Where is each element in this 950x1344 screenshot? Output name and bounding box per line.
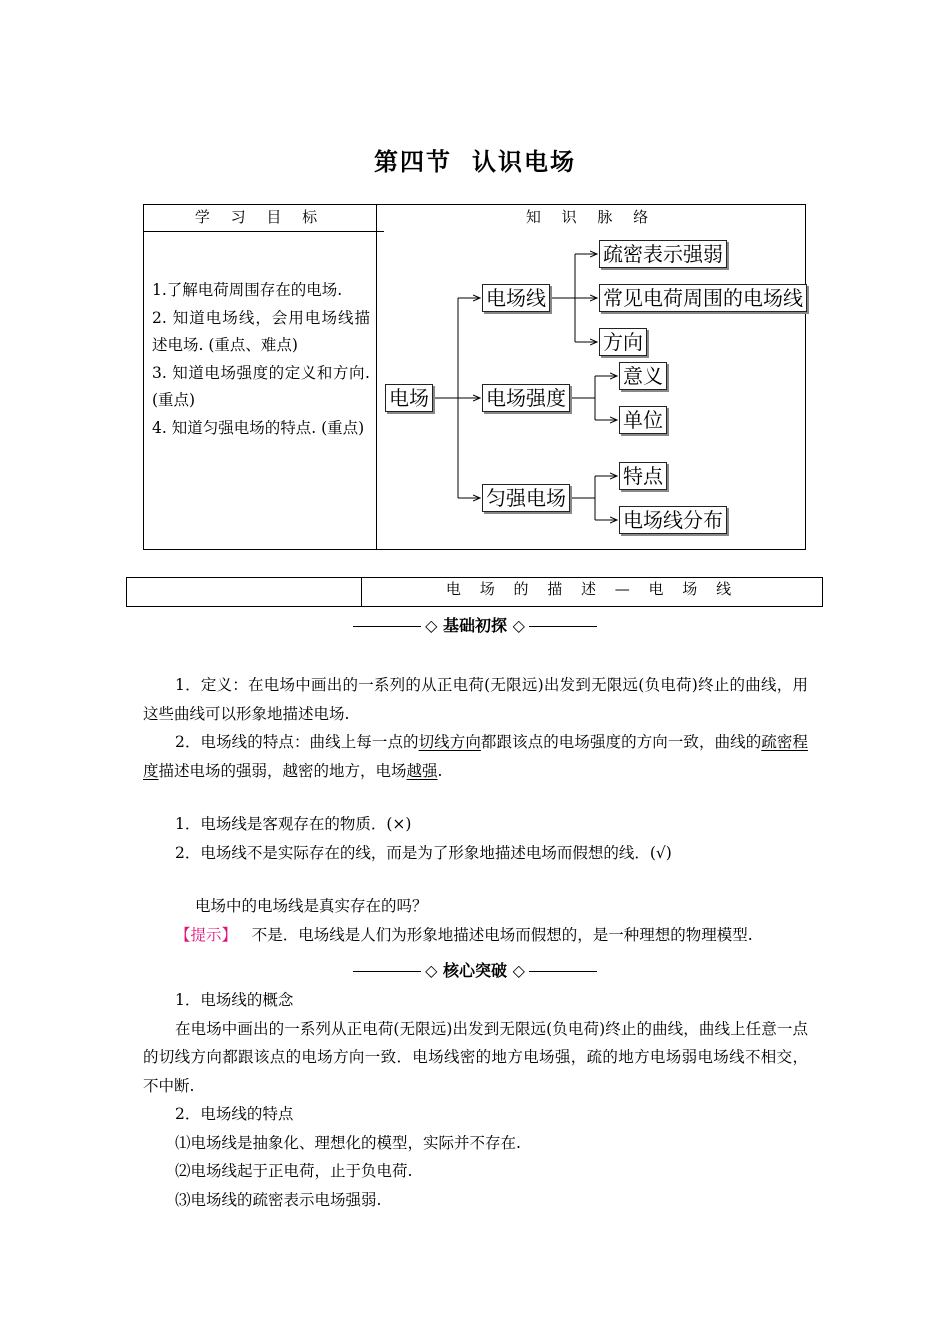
hint-text: 不是．电场线是人们为形象地描述电场而假想的，是一种理想的物理模型. [251, 925, 753, 944]
hint-label: 【提示】 [175, 925, 238, 944]
map-leaf-node: 常见电荷周围的电场线 [599, 284, 807, 312]
heading-text: 核心突破 [442, 961, 507, 980]
heading-text: 基础初探 [442, 616, 507, 635]
core-heading: 1．电场线的概念 [175, 991, 294, 1009]
core-paragraph: 在电场中画出的一系列从正电荷(无限远)出发到无限远(负电荷)终止的曲线，曲线上任意一点的切线方向都跟该点的电场方向一致．电场线密的地方电场强，疏的地方电场弱电场线不相交，不中断. [143, 1019, 808, 1095]
judge-item: 2．电场线不是实际存在的线，而是为了形象地描述电场而假想的线．(√) [175, 843, 672, 862]
map-branch-node: 电场强度 [482, 384, 570, 412]
think-block [143, 892, 808, 949]
rule-line [353, 626, 421, 627]
core-item: ⑴电场线是抽象化、理想化的模型，实际并不存在. [175, 1133, 521, 1152]
mindmap-connectors [0, 0, 950, 560]
goal-item: 3. 知道电场强度的定义和方向. (重点) [152, 363, 370, 409]
underlined-term: 越强 [406, 761, 438, 780]
section-title: 认识电场 [472, 148, 576, 176]
rule-line [529, 626, 597, 627]
text-span: . [437, 761, 443, 780]
definition-paragraph: 1．定义：在电场中画出的一系列的从正电荷(无限远)出发到无限远(负电荷)终止的曲线，用这些曲线可以形象地描述电场. [143, 676, 808, 723]
basic-content [143, 671, 808, 785]
judge-list [143, 810, 808, 867]
map-header: 知 识 脉 络 [525, 208, 657, 226]
map-leaf-node: 疏密表示强弱 [599, 240, 727, 268]
map-leaf-node: 电场线分布 [619, 506, 727, 534]
judge-item: 1．电场线是客观存在的物质．(×) [175, 815, 412, 833]
think-question: 电场中的电场线是真实存在的吗？ [195, 897, 428, 915]
section-number: 第四节 [374, 148, 452, 176]
section-heading-basic: ◇ 基础初探 ◇ [0, 613, 950, 636]
feature-paragraph [143, 728, 808, 785]
core-item: ⑵电场线起于正电荷，止于负电荷. [175, 1162, 413, 1180]
section-row [126, 577, 823, 607]
section-row-title: 电 场 的 描 述 — 电 场 线 [445, 580, 739, 598]
text-span: 2．电场线的特点：曲线上每一点的 [175, 733, 419, 751]
section-heading-core: ◇ 核心突破 ◇ [0, 958, 950, 981]
core-item: ⑶电场线的疏密表示电场强弱. [175, 1190, 382, 1209]
core-content [143, 986, 808, 1214]
goals-header: 学 习 目 标 [194, 208, 326, 226]
underlined-term: 切线方向 [418, 733, 481, 751]
map-leaf-node: 单位 [619, 406, 667, 434]
core-heading: 2．电场线的特点 [175, 1105, 294, 1123]
map-root-node: 电场 [385, 384, 433, 412]
underlined-term: 疏密程度 [143, 733, 808, 780]
text-span: 描述电场的强弱，越密的地方，电场 [158, 761, 407, 780]
map-branch-node: 匀强电场 [482, 484, 570, 512]
map-leaf-node: 特点 [619, 462, 667, 490]
think-hint [143, 921, 808, 950]
goal-item: 4. 知道匀强电场的特点. (重点) [152, 418, 365, 437]
goal-item: 1.了解电荷周围存在的电场. [152, 281, 343, 299]
map-branch-node: 电场线 [482, 284, 550, 312]
rule-line [353, 971, 421, 972]
text-span: 都跟该点的电场强度的方向一致，曲线的 [480, 733, 762, 751]
rule-line [529, 971, 597, 972]
goal-item: 2. 知道电场线，会用电场线描述电场. (重点、难点) [152, 308, 370, 354]
map-leaf-node: 意义 [619, 362, 667, 390]
map-leaf-node: 方向 [599, 328, 647, 356]
